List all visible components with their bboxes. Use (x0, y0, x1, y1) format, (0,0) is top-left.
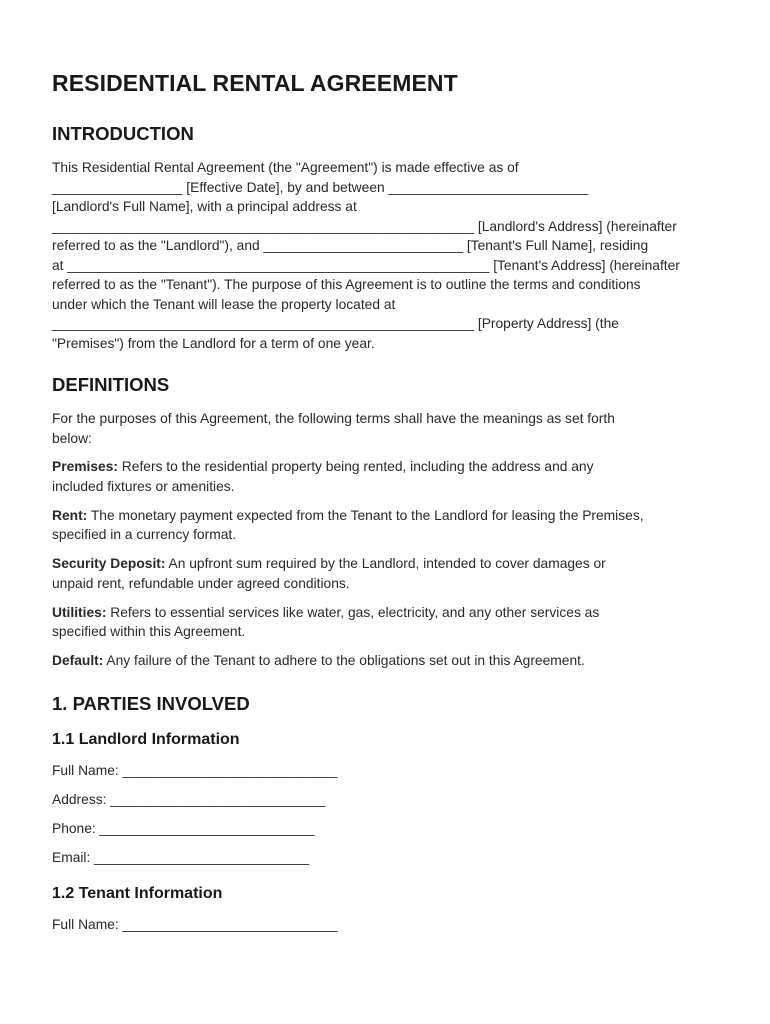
definition-term: Premises: (52, 459, 118, 474)
definition-rent (52, 506, 722, 545)
definition-text: An upfront sum required by the Landlord, intended to cover damages or (165, 556, 606, 571)
definition-term: Security Deposit: (52, 556, 166, 571)
parties-heading: 1. PARTIES INVOLVED (52, 692, 250, 714)
landlord-address-field: Address: ____________________________ (52, 791, 326, 807)
definition-term: Utilities: (52, 604, 107, 620)
definition-term: Rent: (52, 507, 88, 523)
text-line: This Residential Rental Agreement (the "Agreement") is made effective as of (52, 160, 519, 175)
definition-text: included fixtures or amenities. (52, 478, 235, 494)
text-line: _______________________________________________________ [Property Address] (the (52, 316, 619, 331)
definition-default (52, 651, 722, 671)
definitions-intro (52, 409, 722, 448)
document-content (52, 70, 722, 952)
tenant-heading: 1.2 Tenant Information (52, 885, 223, 903)
definition-text: Refers to the residential property being rented, including the address and any (117, 459, 594, 474)
definition-text: Any failure of the Tenant to adhere to the obligations set out in this Agreement. (103, 653, 585, 668)
landlord-full-name-field: Full Name: ____________________________ (52, 762, 338, 778)
definition-utilities (52, 603, 722, 642)
definition-text: The monetary payment expected from the Tenant to the Landlord for leasing the Premises, (87, 507, 644, 523)
landlord-heading: 1.1 Landlord Information (52, 730, 240, 748)
landlord-phone-field: Phone: ____________________________ (52, 820, 315, 836)
text-line: referred to as the "Landlord"), and __________________________ [Tenant's Full Name], residing (52, 238, 649, 253)
landlord-email-field: Email: ____________________________ (52, 850, 310, 866)
text-line: referred to as the "Tenant"). The purpose of this Agreement is to outline the terms and conditions (52, 277, 641, 292)
introduction-paragraph (52, 158, 722, 353)
definition-text: specified in a currency format. (52, 527, 237, 542)
text-line: _______________________________________________________ [Landlord's Address] (hereinafter (52, 218, 677, 234)
definition-term: Default: (52, 653, 104, 668)
introduction-section (52, 123, 722, 353)
parties-section (52, 693, 722, 935)
definitions-heading: DEFINITIONS (52, 374, 170, 395)
definition-text: Refers to essential services like water, gas, electricity, and any other services as (106, 604, 600, 620)
definitions-section (52, 374, 722, 671)
text-line: "Premises") from the Landlord for a term of one year. (52, 335, 375, 351)
definition-text: specified within this Agreement. (52, 624, 246, 639)
text-line: below: (52, 430, 92, 446)
landlord-information (52, 731, 722, 868)
text-line: under which the Tenant will lease the property located at (52, 296, 396, 312)
document-title: RESIDENTIAL RENTAL AGREEMENT (52, 70, 458, 96)
tenant-information (52, 885, 722, 934)
definition-text: unpaid rent, refundable under agreed conditions. (52, 575, 350, 591)
definition-premises (52, 457, 722, 496)
introduction-heading: INTRODUCTION (52, 123, 194, 144)
text-line: at _______________________________________________________ [Tenant's Address] (hereinafter (52, 257, 680, 273)
tenant-full-name-field: Full Name: ____________________________ (52, 917, 338, 933)
text-line: [Landlord's Full Name], with a principal address at (52, 199, 357, 214)
definition-security-deposit (52, 554, 722, 593)
text-line: _________________ [Effective Date], by and between __________________________ (52, 179, 589, 195)
text-line: For the purposes of this Agreement, the following terms shall have the meanings as set forth (52, 411, 615, 426)
